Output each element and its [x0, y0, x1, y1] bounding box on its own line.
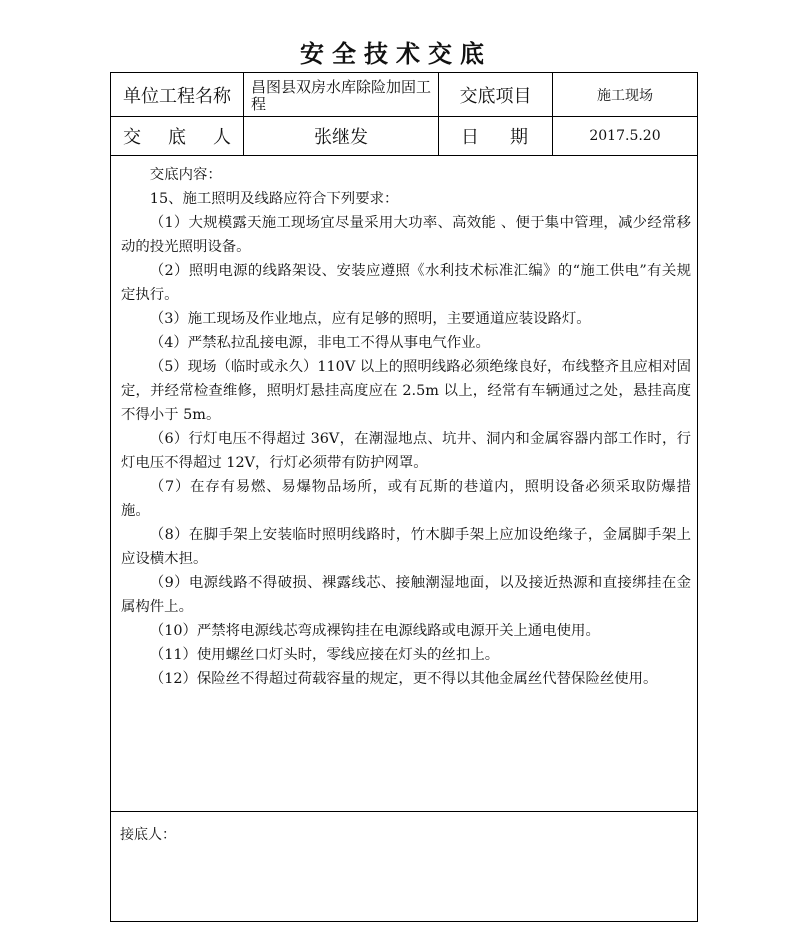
header-row-unit [111, 73, 698, 117]
receiver-label: 接底人： [111, 812, 698, 922]
content-cell [111, 156, 698, 812]
content-paragraph: 15、施工照明及线路应符合下列要求： [149, 191, 399, 207]
date-value: 2017.5.20 [553, 117, 698, 156]
content-paragraph: （5）现场（临时或永久）110V 以上的照明线路必须绝缘良好，布线整齐且应相对固定，并经常检查维修，照明灯悬挂高度应在 2.5m 以上，经常有车辆通过之处，悬挂高度不得小于 5m。 [121, 359, 691, 423]
date-label: 日期 [439, 117, 553, 156]
content-paragraph: （3）施工现场及作业地点，应有足够的照明，主要通道应装设路灯。 [149, 311, 591, 327]
content-paragraph: （6）行灯电压不得超过 36V，在潮湿地点、坑井、洞内和金属容器内部工作时，行灯电压不得超过 12V，行灯必须带有防护网罩。 [121, 431, 691, 471]
unit-value: 昌图县双房水库除险加固工程 [244, 73, 439, 117]
receiver-row [111, 812, 698, 922]
person-value: 张继发 [244, 117, 439, 156]
person-label: 交底人 [111, 117, 244, 156]
content-paragraph: （7）在存有易燃、易爆物品场所，或有瓦斯的巷道内，照明设备必须采取防爆措施。 [121, 479, 691, 519]
unit-label: 单位工程名称 [111, 73, 244, 117]
item-value: 施工现场 [553, 73, 698, 117]
content-paragraph: （8）在脚手架上安装临时照明线路时，竹木脚手架上应加设绝缘子，金属脚手架上应设横木担。 [121, 527, 691, 567]
content-paragraph: （10）严禁将电源线芯弯成裸钩挂在电源线路或电源开关上通电使用。 [149, 623, 600, 639]
item-label: 交底项目 [439, 73, 553, 117]
content-paragraph: （2）照明电源的线路架设、安装应遵照《水利技术标准汇编》的“施工供电”有关规定执行。 [121, 263, 691, 303]
content-paragraph: （1）大规模露天施工现场宜尽量采用大功率、高效能 、便于集中管理，减少经常移动的投光照明设备。 [121, 215, 691, 255]
content-paragraph: （12）保险丝不得超过荷载容量的规定，更不得以其他金属丝代替保险丝使用。 [149, 671, 658, 687]
document-title: 安全技术交底 [300, 40, 492, 68]
content-row [111, 156, 698, 812]
content-heading: 交底内容： [149, 167, 222, 183]
content-paragraph: （9）电源线路不得破损、裸露线芯、接触潮湿地面，以及接近热源和直接绑挂在金属构件上。 [121, 575, 691, 615]
content-paragraph: （11）使用螺丝口灯头时，零线应接在灯头的丝扣上。 [149, 647, 500, 663]
content-paragraph: （4）严禁私拉乱接电源，非电工不得从事电气作业。 [149, 335, 490, 351]
disclosure-table [110, 72, 698, 922]
header-row-person [111, 117, 698, 156]
